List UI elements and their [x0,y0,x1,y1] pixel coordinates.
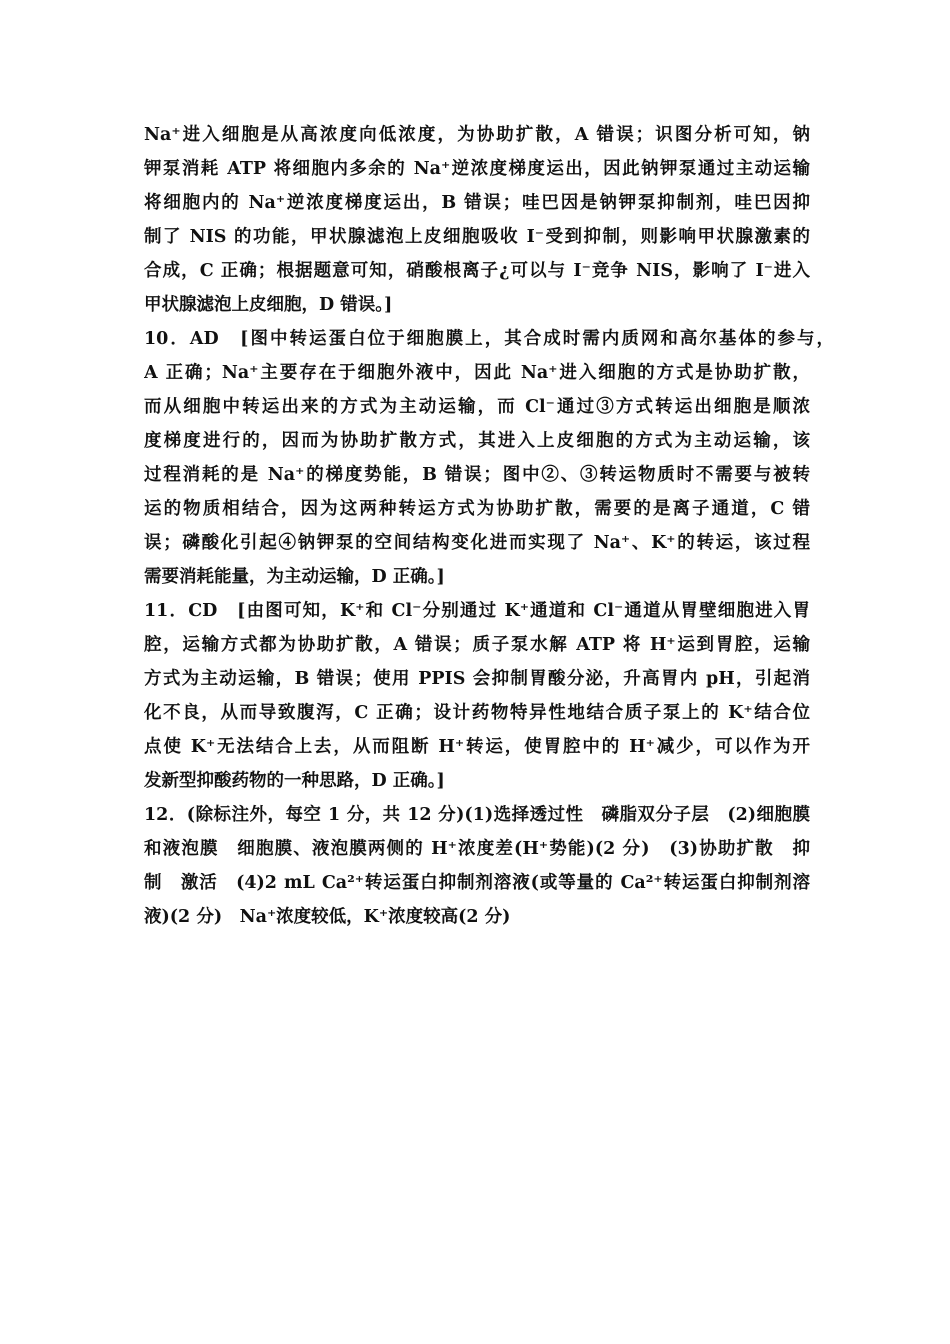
text-line-10: 度梯度进行的，因而为协助扩散方式，其进入上皮细胞的方式为主动运输，该 [144,431,810,451]
text-line-16: 腔，运输方式都为协助扩散，A 错误；质子泵水解 ATP 将 H⁺运到胃腔，运输 [144,635,810,655]
text-line-24: 液)(2 分) Na⁺浓度较低，K⁺浓度较高(2 分) [144,907,511,927]
text-line-14: 需要消耗能量，为主动运输，D 正确。] [144,567,445,587]
text-line-18: 化不良，从而导致腹泻，C 正确；设计药物特异性地结合质子泵上的 K⁺结合位 [144,703,810,723]
text-line-21: 12．(除标注外，每空 1 分，共 12 分)(1)选择透过性 磷脂双分子层 (2)细胞膜 [144,805,810,825]
text-line-6: 甲状腺滤泡上皮细胞，D 错误。] [144,295,393,315]
text-line-13: 误；磷酸化引起④钠钾泵的空间结构变化进而实现了 Na⁺、K⁺的转运，该过程 [144,533,810,553]
text-line-3: 将细胞内的 Na⁺逆浓度梯度运出，B 错误；哇巴因是钠钾泵抑制剂，哇巴因抑 [144,193,810,213]
answer-text-block [144,118,834,934]
text-line-5: 合成，C 正确；根据题意可知，硝酸根离子¿可以与 I⁻竞争 NIS，影响了 I⁻进入 [144,261,810,281]
text-line-15: 11．CD [由图可知，K⁺和 Cl⁻分别通过 K⁺通道和 Cl⁻通道从胃壁细胞进入胃 [144,601,810,621]
text-line-11: 过程消耗的是 Na⁺的梯度势能，B 错误；图中②、③转运物质时不需要与被转 [144,465,810,485]
text-line-4: 制了 NIS 的功能，甲状腺滤泡上皮细胞吸收 I⁻受到抑制，则影响甲状腺激素的 [144,227,810,247]
text-line-9: 而从细胞中转运出来的方式为主动运输，而 Cl⁻通过③方式转运出细胞是顺浓 [144,397,810,417]
text-line-23: 制 激活 (4)2 mL Ca²⁺转运蛋白抑制剂溶液(或等量的 Ca²⁺转运蛋白抑制剂溶 [144,873,810,893]
text-line-20: 发新型抑酸药物的一种思路，D 正确。] [144,771,445,791]
text-line-7: 10．AD [图中转运蛋白位于细胞膜上，其合成时需内质网和高尔基体的参与， [144,329,834,349]
text-line-22: 和液泡膜 细胞膜、液泡膜两侧的 H⁺浓度差(H⁺势能)(2 分) (3)协助扩散 抑 [144,839,810,859]
text-line-19: 点使 K⁺无法结合上去，从而阻断 H⁺转运，使胃腔中的 H⁺减少，可以作为开 [144,737,810,757]
text-line-8: A 正确；Na⁺主要存在于细胞外液中，因此 Na⁺进入细胞的方式是协助扩散， [144,363,810,383]
text-line-1: Na⁺进入细胞是从高浓度向低浓度，为协助扩散，A 错误；识图分析可知，钠 [144,125,810,145]
text-line-12: 运的物质相结合，因为这两种转运方式为协助扩散，需要的是离子通道，C 错 [144,499,810,519]
text-line-2: 钾泵消耗 ATP 将细胞内多余的 Na⁺逆浓度梯度运出，因此钠钾泵通过主动运输 [144,159,810,179]
text-line-17: 方式为主动运输，B 错误；使用 PPIS 会抑制胃酸分泌，升高胃内 pH，引起消 [144,669,810,689]
